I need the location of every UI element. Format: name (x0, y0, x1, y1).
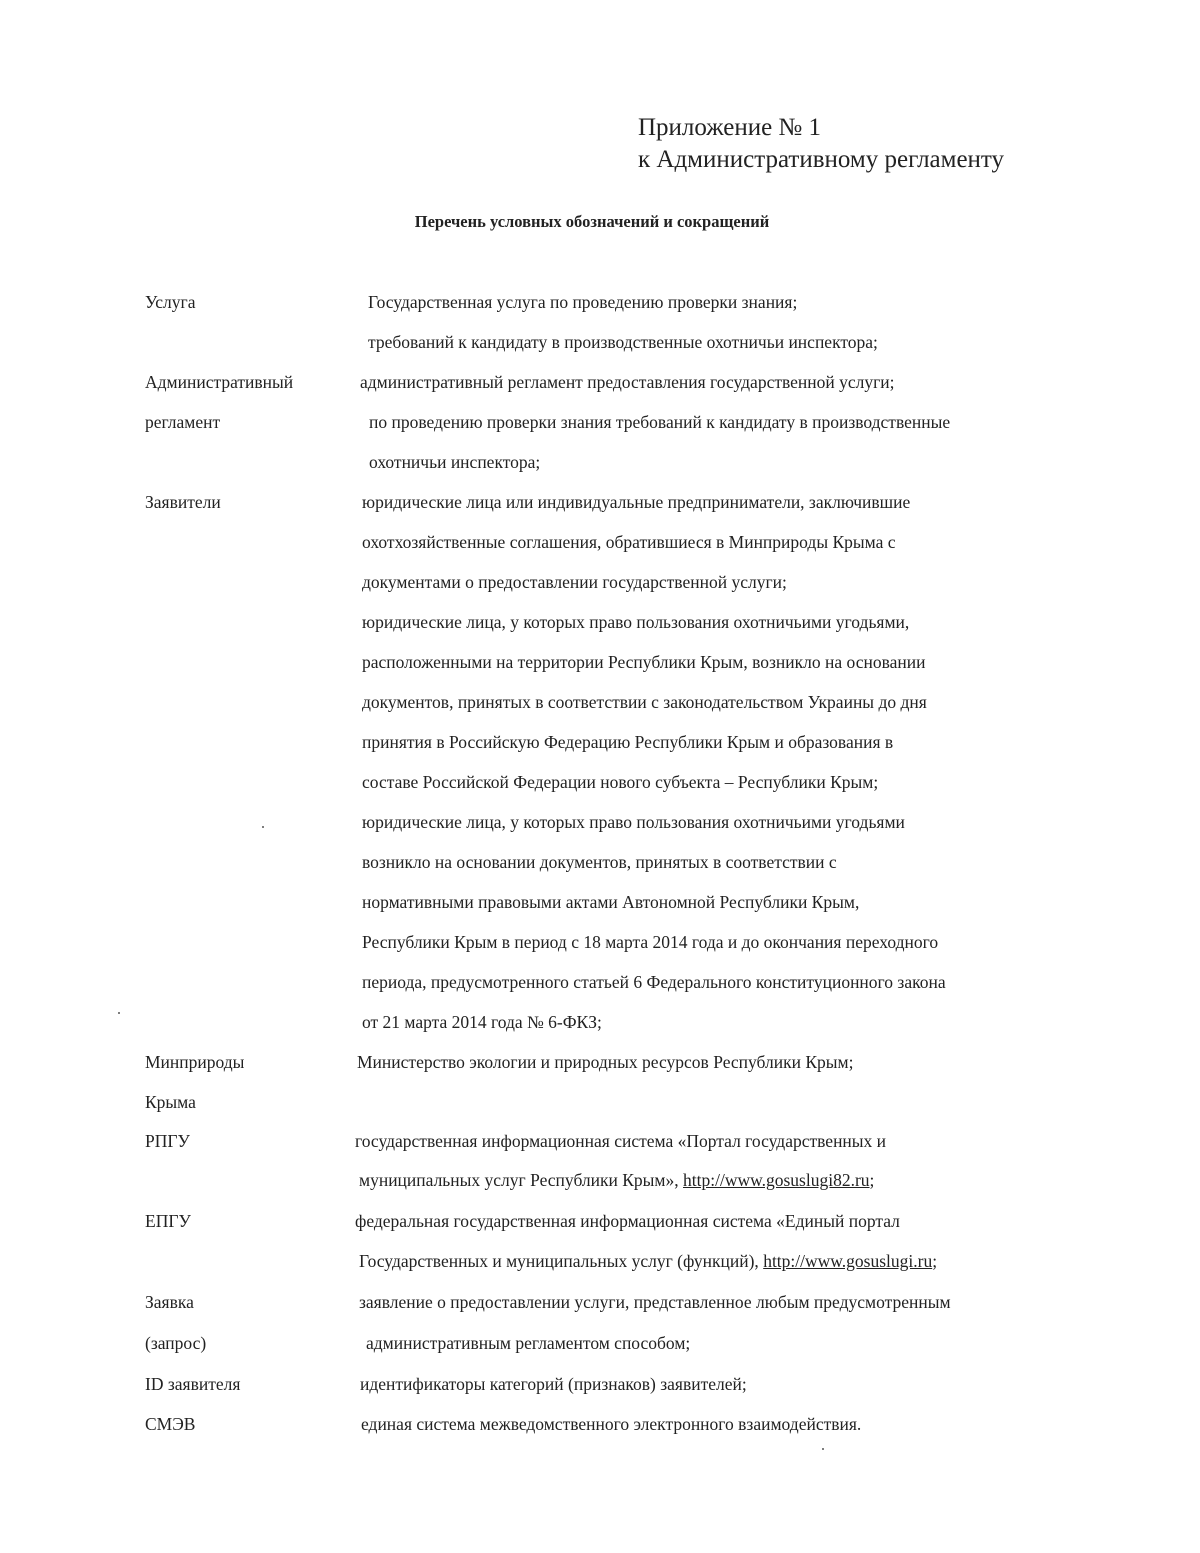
scan-speck (822, 1448, 824, 1450)
term-ministry-1: Минприроды (145, 1052, 245, 1072)
def-applicants-line-1: юридические лица или индивидуальные предприниматели, заключившие (362, 492, 911, 512)
def-applicants-line-5: расположенными на территории Республики Крым, возникло на основании (362, 652, 926, 672)
term-request-1: Заявка (145, 1292, 194, 1312)
def-request-line-1: заявление о предоставлении услуги, представленное любым предусмотренным (359, 1292, 951, 1312)
def-request-line-2: административным регламентом способом; (366, 1333, 691, 1353)
term-admin-regulation-1: Административный (145, 372, 294, 392)
def-rpgu-line-2 (359, 1170, 874, 1191)
def-ministry-line-1: Министерство экологии и природных ресурсов Республики Крым; (357, 1052, 854, 1072)
term-epgu: ЕПГУ (145, 1211, 191, 1231)
def-applicants-line-6: документов, принятых в соответствии с законодательством Украины до дня (362, 692, 927, 712)
def-rpgu-punct: ; (869, 1170, 875, 1190)
def-regulation-line-2: по проведению проверки знания требований к кандидату в производственные (369, 412, 951, 432)
def-applicants-line-3: документами о предоставлении государственной услуги; (362, 572, 787, 592)
def-applicants-line-10: возникло на основании документов, принятых в соответствии с (362, 852, 837, 872)
def-rpgu-line-1: государственная информационная система «Портал государственных и (355, 1131, 887, 1151)
def-applicants-line-14: от 21 марта 2014 года № 6-ФКЗ; (362, 1012, 602, 1032)
def-applicants-line-9: юридические лица, у которых право пользования охотничьими угодьями (362, 812, 905, 832)
scan-speck (262, 826, 264, 828)
term-applicant-id: ID заявителя (145, 1374, 241, 1394)
def-service-line-1: Государственная услуга по проведению проверки знания; (368, 292, 798, 312)
def-regulation-line-1: административный регламент предоставления государственной услуги; (360, 372, 895, 392)
term-rpgu: РПГУ (145, 1131, 190, 1151)
def-epgu-punct: ; (932, 1251, 938, 1271)
def-regulation-line-3: охотничьи инспектора; (369, 452, 541, 472)
epgu-link[interactable]: http://www.gosuslugi.ru (763, 1251, 933, 1271)
def-applicants-line-13: периода, предусмотренного статьей 6 Федерального конституционного закона (362, 972, 946, 992)
def-rpgu-text: муниципальных услуг Республики Крым», (359, 1170, 684, 1190)
rpgu-link[interactable]: http://www.gosuslugi82.ru (683, 1170, 870, 1190)
term-admin-regulation-2: регламент (145, 412, 221, 432)
scan-speck (118, 1012, 120, 1014)
appendix-header (638, 112, 1004, 176)
def-service-line-2: требований к кандидату в производственные охотничьи инспектора; (368, 332, 878, 352)
def-smev-line-1: единая система межведомственного электронного взаимодействия. (361, 1414, 862, 1434)
term-ministry-2: Крыма (145, 1092, 196, 1112)
def-applicants-line-4: юридические лица, у которых право пользования охотничьими угодьями, (362, 612, 910, 632)
def-epgu-line-1: федеральная государственная информационная система «Единый портал (355, 1211, 900, 1231)
term-applicants: Заявители (145, 492, 221, 512)
def-applicants-line-11: нормативными правовыми актами Автономной Республики Крым, (362, 892, 860, 912)
def-epgu-text: Государственных и муниципальных услуг (функций), (359, 1251, 764, 1271)
document-title-text: Перечень условных обозначений и сокращений (414, 212, 770, 231)
document-title (0, 212, 1200, 232)
def-applicants-line-7: принятия в Российскую Федерацию Республики Крым и образования в (362, 732, 894, 752)
appendix-number: Приложение № 1 (638, 114, 822, 141)
term-request-2: (запрос) (145, 1333, 207, 1353)
def-applicant-id-line-1: идентификаторы категорий (признаков) заявителей; (360, 1374, 747, 1394)
def-applicants-line-12: Республики Крым в период с 18 марта 2014 года и до окончания переходного (362, 932, 939, 952)
term-smev: СМЭВ (145, 1414, 196, 1434)
def-applicants-line-8: составе Российской Федерации нового субъекта – Республики Крым; (362, 772, 879, 792)
def-applicants-line-2: охотхозяйственные соглашения, обратившиеся в Минприроды Крыма с (362, 532, 896, 552)
appendix-reference: к Административному регламенту (638, 146, 1005, 173)
term-service: Услуга (145, 292, 196, 312)
def-epgu-line-2 (359, 1251, 937, 1272)
